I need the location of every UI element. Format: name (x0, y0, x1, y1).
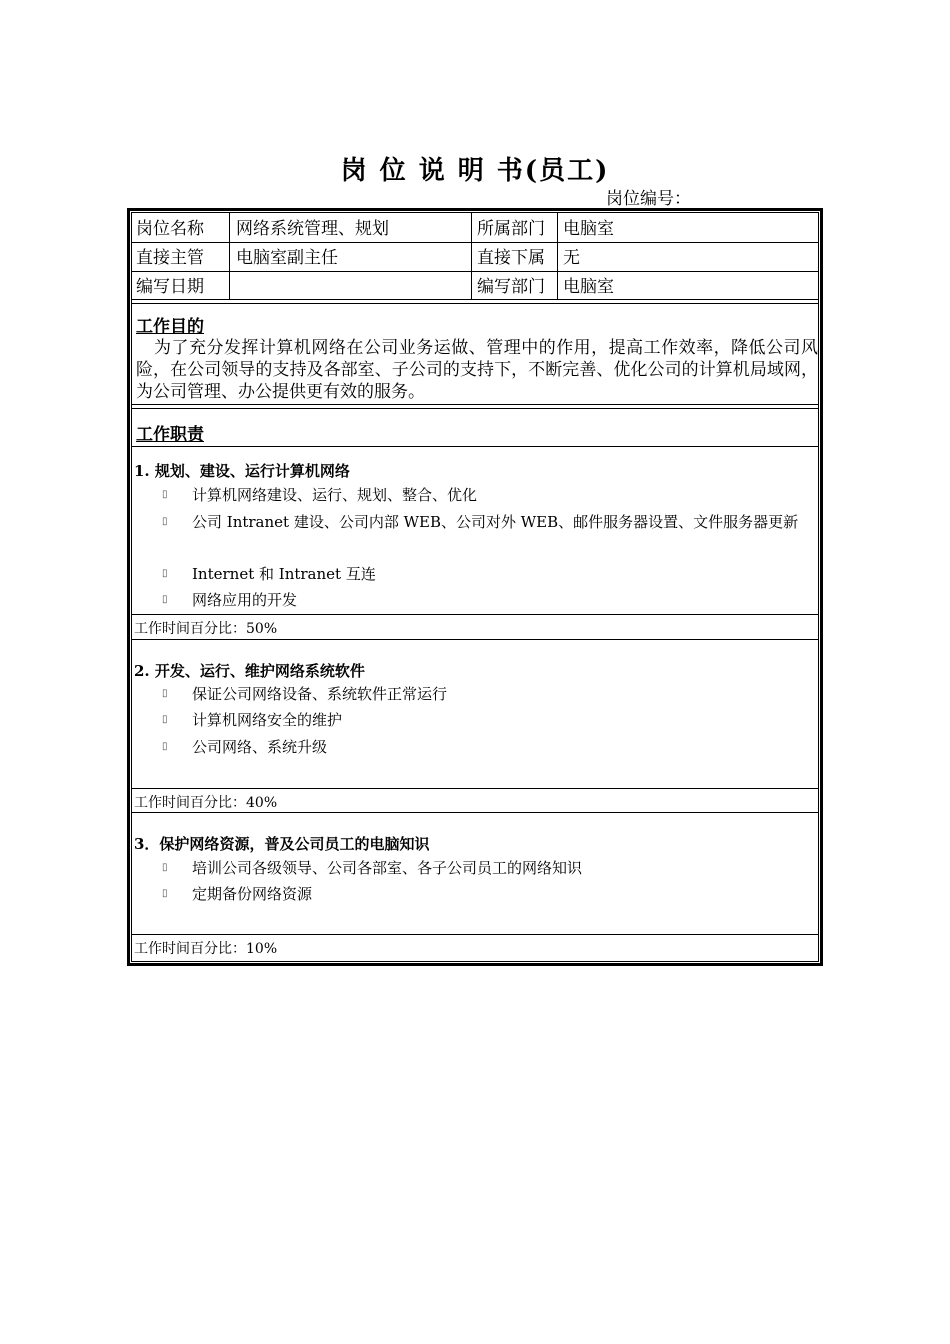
info-col-divider (229, 212, 230, 300)
info-table-bottom-rule (131, 299, 819, 304)
post-number-field (606, 184, 793, 209)
label-direct-supervisor: 直接主管 (136, 248, 204, 268)
bullet-marker-icon: ▯ (162, 568, 168, 579)
value-subordinates: 无 (563, 248, 580, 268)
duty-3-percent: 工作时间百分比：10% (134, 941, 278, 957)
info-row-divider (131, 271, 819, 272)
bullet-marker-icon: ▯ (162, 862, 168, 873)
value-written-department: 电脑室 (563, 277, 614, 297)
info-col-divider (471, 212, 472, 300)
purpose-paragraph: 为了充分发挥计算机网络在公司业务运做、管理中的作用，提高工作效率，降低公司风险，在公司领导的支持及各部室、子公司的支持下，不断完善、优化公司的计算机局域网，为公司管理、办公提供更有效的服务。 (136, 338, 818, 402)
section-divider (131, 934, 819, 935)
bullet-marker-icon: ▯ (162, 516, 168, 527)
section-divider (131, 614, 819, 615)
duty-section-1-title: 1. 规划、建设、运行计算机网络 (134, 462, 350, 480)
post-number-blank (693, 192, 793, 209)
purpose-heading: 工作目的 (136, 317, 204, 337)
duties-heading: 工作职责 (136, 425, 204, 445)
value-direct-supervisor: 电脑室副主任 (236, 248, 338, 268)
duties-heading-divider (131, 446, 819, 447)
bullet-marker-icon: ▯ (162, 489, 168, 500)
duty-2-percent: 工作时间百分比：40% (134, 795, 278, 811)
post-number-label: 岗位编号： (606, 189, 691, 209)
label-department: 所属部门 (477, 219, 545, 239)
bullet-marker-icon: ▯ (162, 594, 168, 605)
bullet-marker-icon: ▯ (162, 714, 168, 725)
info-row-divider (131, 242, 819, 243)
page-title: 岗 位 说 明 书(员工) (340, 156, 610, 186)
duty-1-percent: 工作时间百分比：50% (134, 621, 278, 637)
bullet-marker-icon: ▯ (162, 741, 168, 752)
label-post-name: 岗位名称 (136, 219, 204, 239)
label-subordinates: 直接下属 (477, 248, 545, 268)
value-post-name: 网络系统管理、规划 (236, 219, 389, 239)
info-col-divider (557, 212, 558, 300)
label-written-department: 编写部门 (477, 277, 545, 297)
duty-section-3-title: 3．保护网络资源，普及公司员工的电脑知识 (134, 835, 430, 853)
section-divider (131, 788, 819, 789)
purpose-bottom-rule (131, 404, 819, 409)
section-divider (131, 812, 819, 813)
label-written-date: 编写日期 (136, 277, 204, 297)
value-department: 电脑室 (563, 219, 614, 239)
section-divider (131, 639, 819, 640)
bullet-marker-icon: ▯ (162, 888, 168, 899)
duty-section-2-title: 2. 开发、运行、维护网络系统软件 (134, 662, 365, 680)
purpose-text (136, 337, 818, 403)
bullet-marker-icon: ▯ (162, 688, 168, 699)
